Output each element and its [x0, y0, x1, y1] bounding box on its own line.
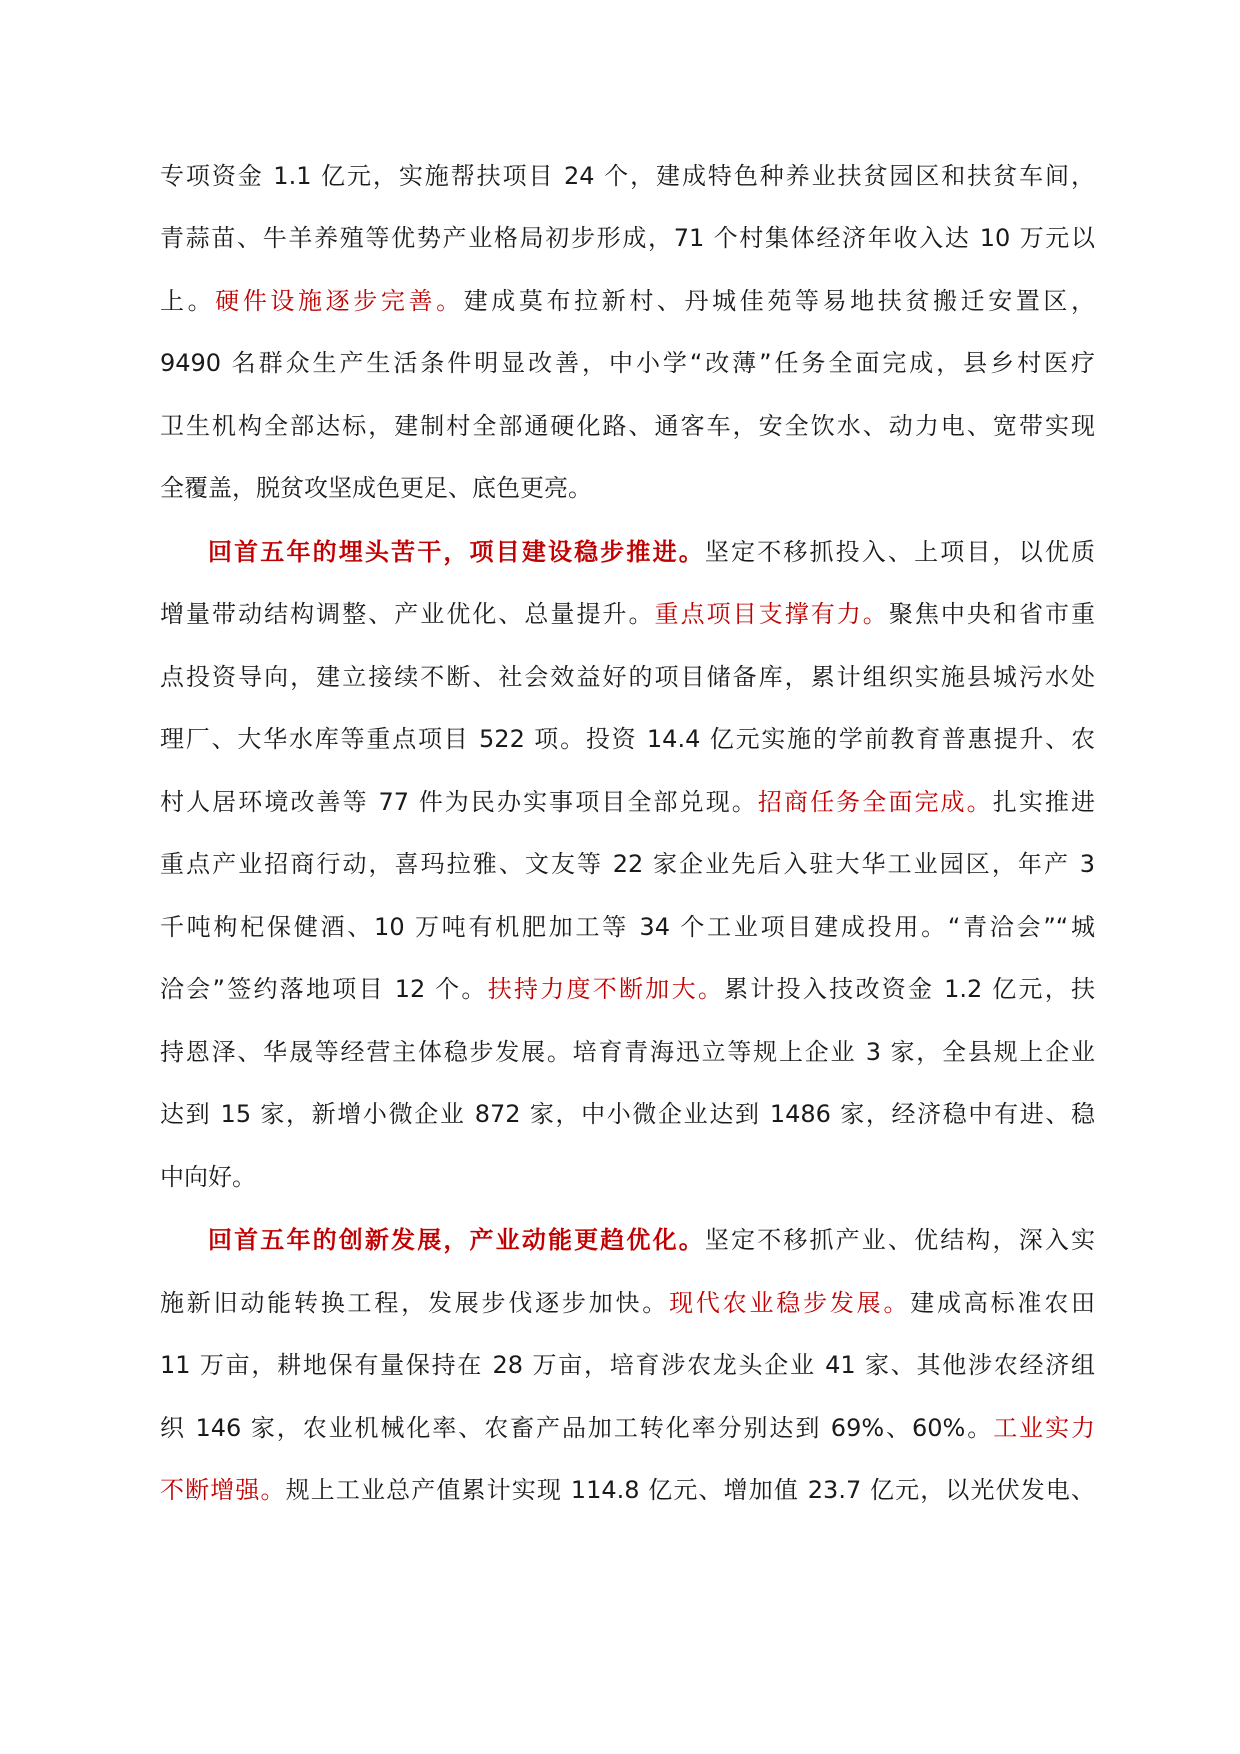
highlighted-phrase: 硬件设施逐步完善。 [215, 287, 464, 315]
text-line [160, 657, 1095, 697]
text-line [160, 468, 1095, 508]
text-line [160, 1470, 1095, 1510]
text-line [160, 406, 1095, 446]
body-text: 坚定不移抓产业、优结构，深入实 [704, 1226, 1096, 1254]
text-line [160, 281, 1095, 321]
highlighted-phrase: 工业实力 [993, 1414, 1096, 1442]
section-heading: 回首五年的创新发展，产业动能更趋优化。 [208, 1226, 705, 1254]
text-line [160, 1157, 1095, 1197]
body-text: 专项资金 1.1 亿元，实施帮扶项目 24 个，建成特色种养业扶贫园区和扶贫车间， [160, 162, 1095, 190]
body-text: 规上工业总产值累计实现 114.8 亿元、增加值 23.7 亿元，以光伏发电、 [285, 1476, 1095, 1504]
body-text: 村人居环境改善等 77 件为民办实事项目全部兑现。 [160, 788, 758, 816]
body-text: 累计投入技改资金 1.2 亿元，扶 [724, 975, 1095, 1003]
body-text: 上。 [160, 287, 216, 315]
section-heading: 回首五年的埋头苦干，项目建设稳步推进。 [208, 538, 705, 566]
body-text: 织 146 家，农业机械化率、农畜产品加工转化率分别达到 69%、60%。 [160, 1414, 994, 1442]
text-line [160, 1283, 1095, 1323]
body-text: 中向好。 [160, 1163, 256, 1191]
text-line [160, 1094, 1095, 1134]
text-line [160, 782, 1095, 822]
body-text: 扎实推进 [992, 788, 1096, 816]
highlighted-phrase: 招商任务全面完成。 [757, 788, 993, 816]
text-line [160, 1408, 1095, 1448]
text-line [160, 969, 1095, 1009]
body-text: 建成高标准农田 [910, 1289, 1096, 1317]
text-line [160, 1345, 1095, 1385]
text-line [160, 1032, 1095, 1072]
body-text: 增量带动结构调整、产业优化、总量提升。 [160, 600, 655, 628]
body-text: 11 万亩，耕地保有量保持在 28 万亩，培育涉农龙头企业 41 家、其他涉农经济组 [160, 1351, 1095, 1379]
text-line [160, 907, 1095, 947]
body-text: 理厂、大华水库等重点项目 522 项。投资 14.4 亿元实施的学前教育普惠提升、农 [160, 725, 1095, 753]
body-text: 9490 名群众生产生活条件明显改善，中小学“改薄”任务全面完成，县乡村医疗 [160, 349, 1095, 377]
body-text: 建成莫布拉新村、丹城佳苑等易地扶贫搬迁安置区， [463, 287, 1096, 315]
body-text: 达到 15 家，新增小微企业 872 家，中小微企业达到 1486 家，经济稳中有进、稳 [160, 1100, 1095, 1128]
body-text: 重点产业招商行动，喜玛拉雅、文友等 22 家企业先后入驻大华工业园区，年产 3 [160, 850, 1095, 878]
body-text: 卫生机构全部达标，建制村全部通硬化路、通客车，安全饮水、动力电、宽带实现 [160, 412, 1095, 440]
body-text: 全覆盖，脱贫攻坚成色更足、底色更亮。 [160, 474, 592, 502]
text-line [160, 343, 1095, 383]
body-text: 洽会”签约落地项目 12 个。 [160, 975, 488, 1003]
highlighted-phrase: 重点项目支撑有力。 [654, 600, 889, 628]
text-line [160, 156, 1095, 196]
body-text: 点投资导向，建立接续不断、社会效益好的项目储备库，累计组织实施县城污水处 [160, 663, 1095, 691]
highlighted-phrase: 现代农业稳步发展。 [669, 1289, 911, 1317]
paragraph-first-line [160, 1220, 1095, 1260]
body-text: 青蒜苗、牛羊养殖等优势产业格局初步形成，71 个村集体经济年收入达 10 万元以 [160, 224, 1095, 252]
highlighted-phrase: 扶持力度不断加大。 [487, 975, 725, 1003]
text-line [160, 844, 1095, 884]
paragraph-first-line [160, 532, 1095, 572]
text-line [160, 218, 1095, 258]
body-text: 聚焦中央和省市重 [888, 600, 1096, 628]
body-text: 千吨枸杞保健酒、10 万吨有机肥加工等 34 个工业项目建成投用。“青洽会”“城 [160, 913, 1095, 941]
text-line [160, 594, 1095, 634]
body-text: 坚定不移抓投入、上项目，以优质 [704, 538, 1096, 566]
highlighted-phrase: 不断增强。 [160, 1476, 286, 1504]
body-text: 持恩泽、华晟等经营主体稳步发展。培育青海迅立等规上企业 3 家，全县规上企业 [160, 1038, 1095, 1066]
body-text: 施新旧动能转换工程，发展步伐逐步加快。 [160, 1289, 670, 1317]
text-line [160, 719, 1095, 759]
